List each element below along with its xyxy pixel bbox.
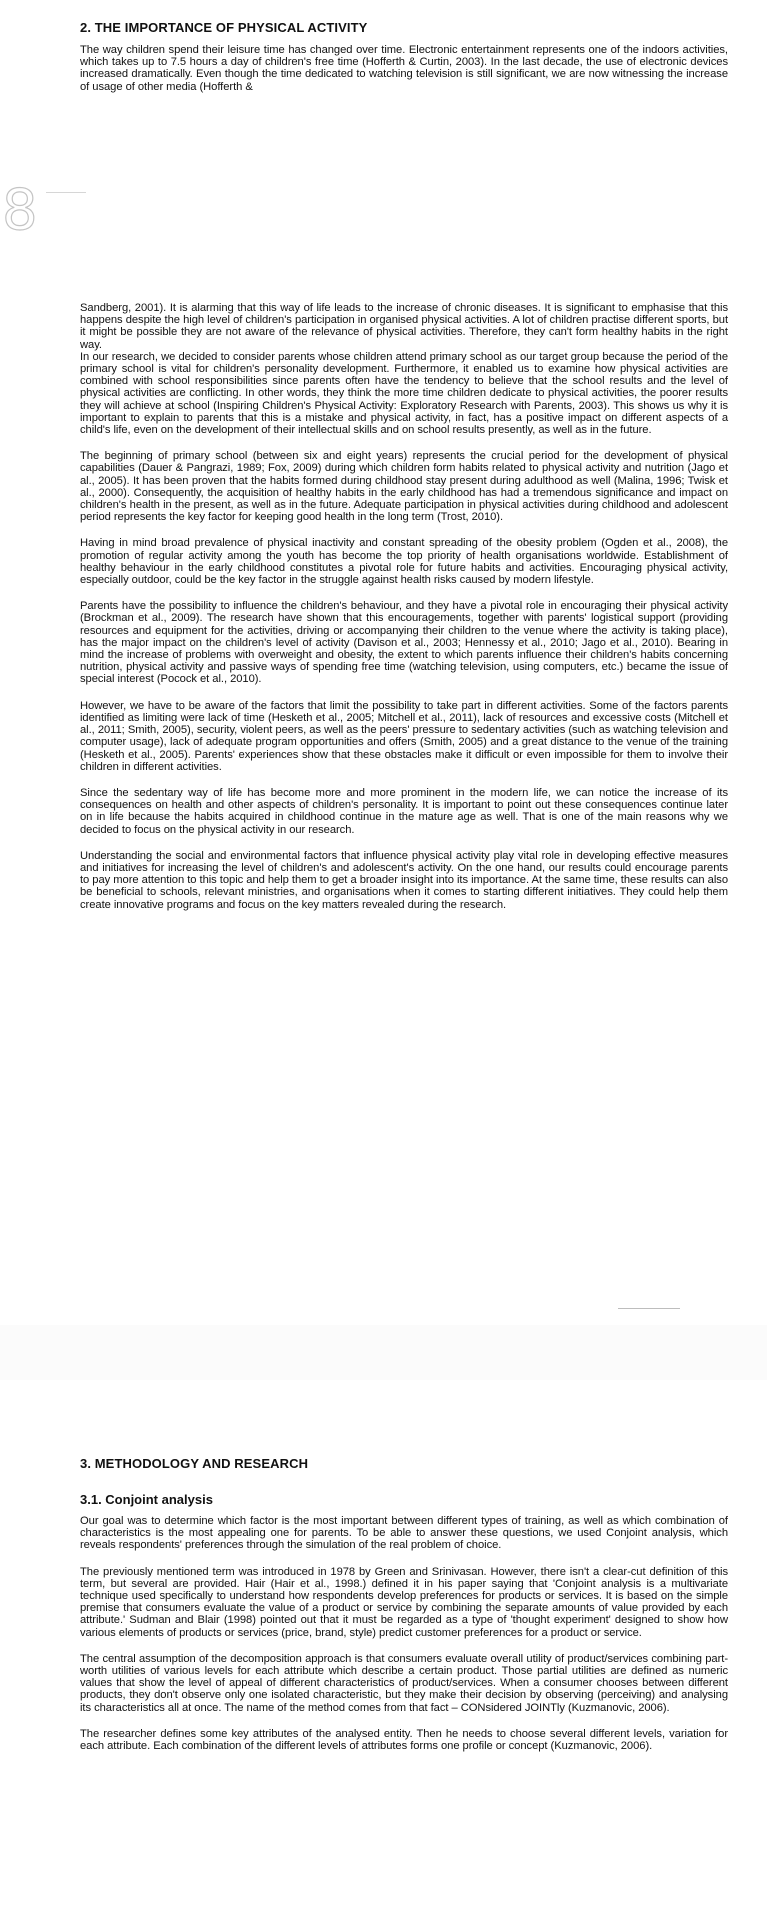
paragraph: However, we have to be aware of the factors that limit the possibility to take part in different activities. Some of the factors parents identified as limiting were lack of time (Hesketh et al., 2005; Mitchell et al., 2011), lack of resources and excessive costs (Mitchell et al., 2011; Smith, 2005), security, violent peers, as well as the peers' pressure to sedentary activities (such as watching television and computer usage), lack of adequate program opportunities and offers (Smith, 2005) and a great distance to the venue of the training (Hesketh et al., 2005). Parents' experiences show that these obstacles make it difficult or even impossible for them to involve their children in different activities.	[80, 699, 728, 773]
paragraph: Parents have the possibility to influence the children's behaviour, and they have a pivotal role in encouraging their physical activity (Brockman et al., 2009). The research have shown that this encouragements, together with parents' logistical support (providing resources and equipment for the activities, driving or accompanying their children to the venue where the activity is taking place), has the major impact on the children's level of activity (Davison et al., 2003; Hennessy et al., 2010; Jago et al., 2010). Bearing in mind the increase of problems with overweight and obesity, the extent to which parents influence their children's habits concerning nutrition, physical activity and passive ways of spending free time (watching television, using computers, etc.) became the issue of special interest (Pocock et al., 2010).	[80, 600, 728, 686]
paragraph: Since the sedentary way of life has become more and more prominent in the modern life, we can notice the increase of its consequences on health and other aspects of children's personality. It is important to point out these consequences continue later on in life because the habits acquired in childhood continue in the mature age as well. That is one of the main reasons why we decided to focus on the physical activity in our research.	[80, 786, 728, 836]
paragraph: The way children spend their leisure time has changed over time. Electronic entertainment represents one of the indoors activities, which takes up to 7.5 hours a day of children's free time (Hofferth & Curtin, 2003). In the last decade, the use of electronic devices increased dramatically. Even though the time dedicated to watching television is still significant, we are now witnessing the increase of usage of other media (Hofferth &	[80, 44, 728, 93]
paragraph: The researcher defines some key attributes of the analysed entity. Then he needs to choose several different levels, variation for each attribute. Each combination of the different levels of attributes forms one profile or concept (Kuzmanovic, 2006).	[80, 1727, 728, 1753]
section-heading: 2. THE IMPORTANCE OF PHYSICAL ACTIVITY	[80, 20, 368, 35]
footer-divider	[618, 1308, 680, 1309]
paragraph: Understanding the social and environmental factors that influence physical activity play vital role in developing effective measures and initiatives for increasing the level of children's and adolescent's activity. On the one hand, our results could encourage parents to pay more attention to this topic and help them to get a broader insight into its importance. At the same time, these results can also be beneficial to schools, relevant ministries, and organisations when it comes to starting different initiatives. They could help them create innovative programs and focus on the key matters revealed during the research.	[80, 849, 728, 911]
paragraph: In our research, we decided to consider parents whose children attend primary school as our target group because the period of the primary school is vital for children's personality development. Furthermore, it enabled us to examine how physical activities are combined with school responsibilities since parents often have the tendency to believe that the school results and the level of physical activities are conflicting. In other words, they think the more time children dedicate to physical activities, the poorer results they will achieve at school (Inspiring Children's Physical Activity: Exploratory Research with Parents, 2003). This shows us why it is important to explain to parents that this is a mistake and physical activity, in fact, has a positive impact on different aspects of a child's life, even on the development of their intellectual skills and on school results presently, as well as in the future.	[80, 350, 728, 437]
paragraph: The central assumption of the decomposition approach is that consumers evaluate overall utility of product/services combining part-worth utilities of various levels for each attribute which describe a certain product. Those partial utilities are defined as numeric values that show the level of appeal of different characteristics of product/services. When a consumer chooses between different products, they don't observe only one isolated characteristic, but they make their decision by observing (perceiving) and analysing its characteristics all at once. The name of the method comes from that fact – CONsidered JOINTly (Kuzmanovic, 2006).	[80, 1652, 728, 1714]
subsection-heading: 3.1. Conjoint analysis	[80, 1492, 213, 1507]
page-number-tick	[46, 192, 86, 193]
section-2-body	[80, 302, 728, 911]
paragraph: The beginning of primary school (between six and eight years) represents the crucial period for the development of physical capabilities (Dauer & Pangrazi, 1989; Fox, 2009) during which children form habits related to physical activity and nutrition (Jago et al., 2005). It has been proven that the habits formed during childhood stay present during adulthood as well (Malina, 1996; Twisk et al., 2000). Consequently, the acquisition of healthy habits in the early childhood has had a tremendous significance and impact on children's health in the present, as well as in the future. Adequate participation in physical activities during childhood and adolescent period represents the key factor for keeping good health in the long term (Trost, 2010).	[80, 450, 728, 524]
section-3	[80, 1456, 728, 1752]
paragraph: Our goal was to determine which factor is the most important between different types of training, as well as which combination of characteristics is the most appealing one for parents. To be able to answer these questions, we used Conjoint analysis, which reveals respondents' preferences through the simulation of the real problem of choice.	[80, 1515, 728, 1552]
paragraph: Sandberg, 2001). It is alarming that this way of life leads to the increase of chronic diseases. It is significant to emphasise that this happens despite the high level of children's participation in organised physical activities. A lot of children practise different sports, but it might be possible they are not aware of the relevance of physical activities. Therefore, they can't form healthy habits in the right way.	[80, 302, 728, 351]
page-number: 8	[2, 178, 38, 243]
section-heading: 3. METHODOLOGY AND RESEARCH	[80, 1456, 309, 1471]
paragraph: Having in mind broad prevalence of physical inactivity and constant spreading of the obesity problem (Ogden et al., 2008), the promotion of regular activity among the youth has become the top priority of health organisations worldwide. Establishment of healthy behaviour in the early childhood constitutes a pivotal role for future habits and activities. Encouraging physical activity, especially outdoor, could be the key factor in the struggle against health risks caused by modern lifestyle.	[80, 537, 728, 587]
section-2-top	[80, 20, 728, 93]
paragraph: The previously mentioned term was introduced in 1978 by Green and Srinivasan. However, there isn't a clear-cut definition of this term, but several are provided. Hair (Hair et al., 1998.) defined it in his paper saying that 'Conjoint analysis is a multivariate technique used specifically to understand how respondents develop preferences for products or services. It is based on the simple premise that consumers evaluate the value of a product or service by combining the separate amounts of value provided by each attribute.' Sudman and Blair (1998) pointed out that it must be regarded as a type of 'thought experiment' designed to show how various elements of products or services (price, brand, style) predict customer preferences for a product or service.	[80, 1565, 728, 1639]
page-break	[0, 1325, 767, 1380]
